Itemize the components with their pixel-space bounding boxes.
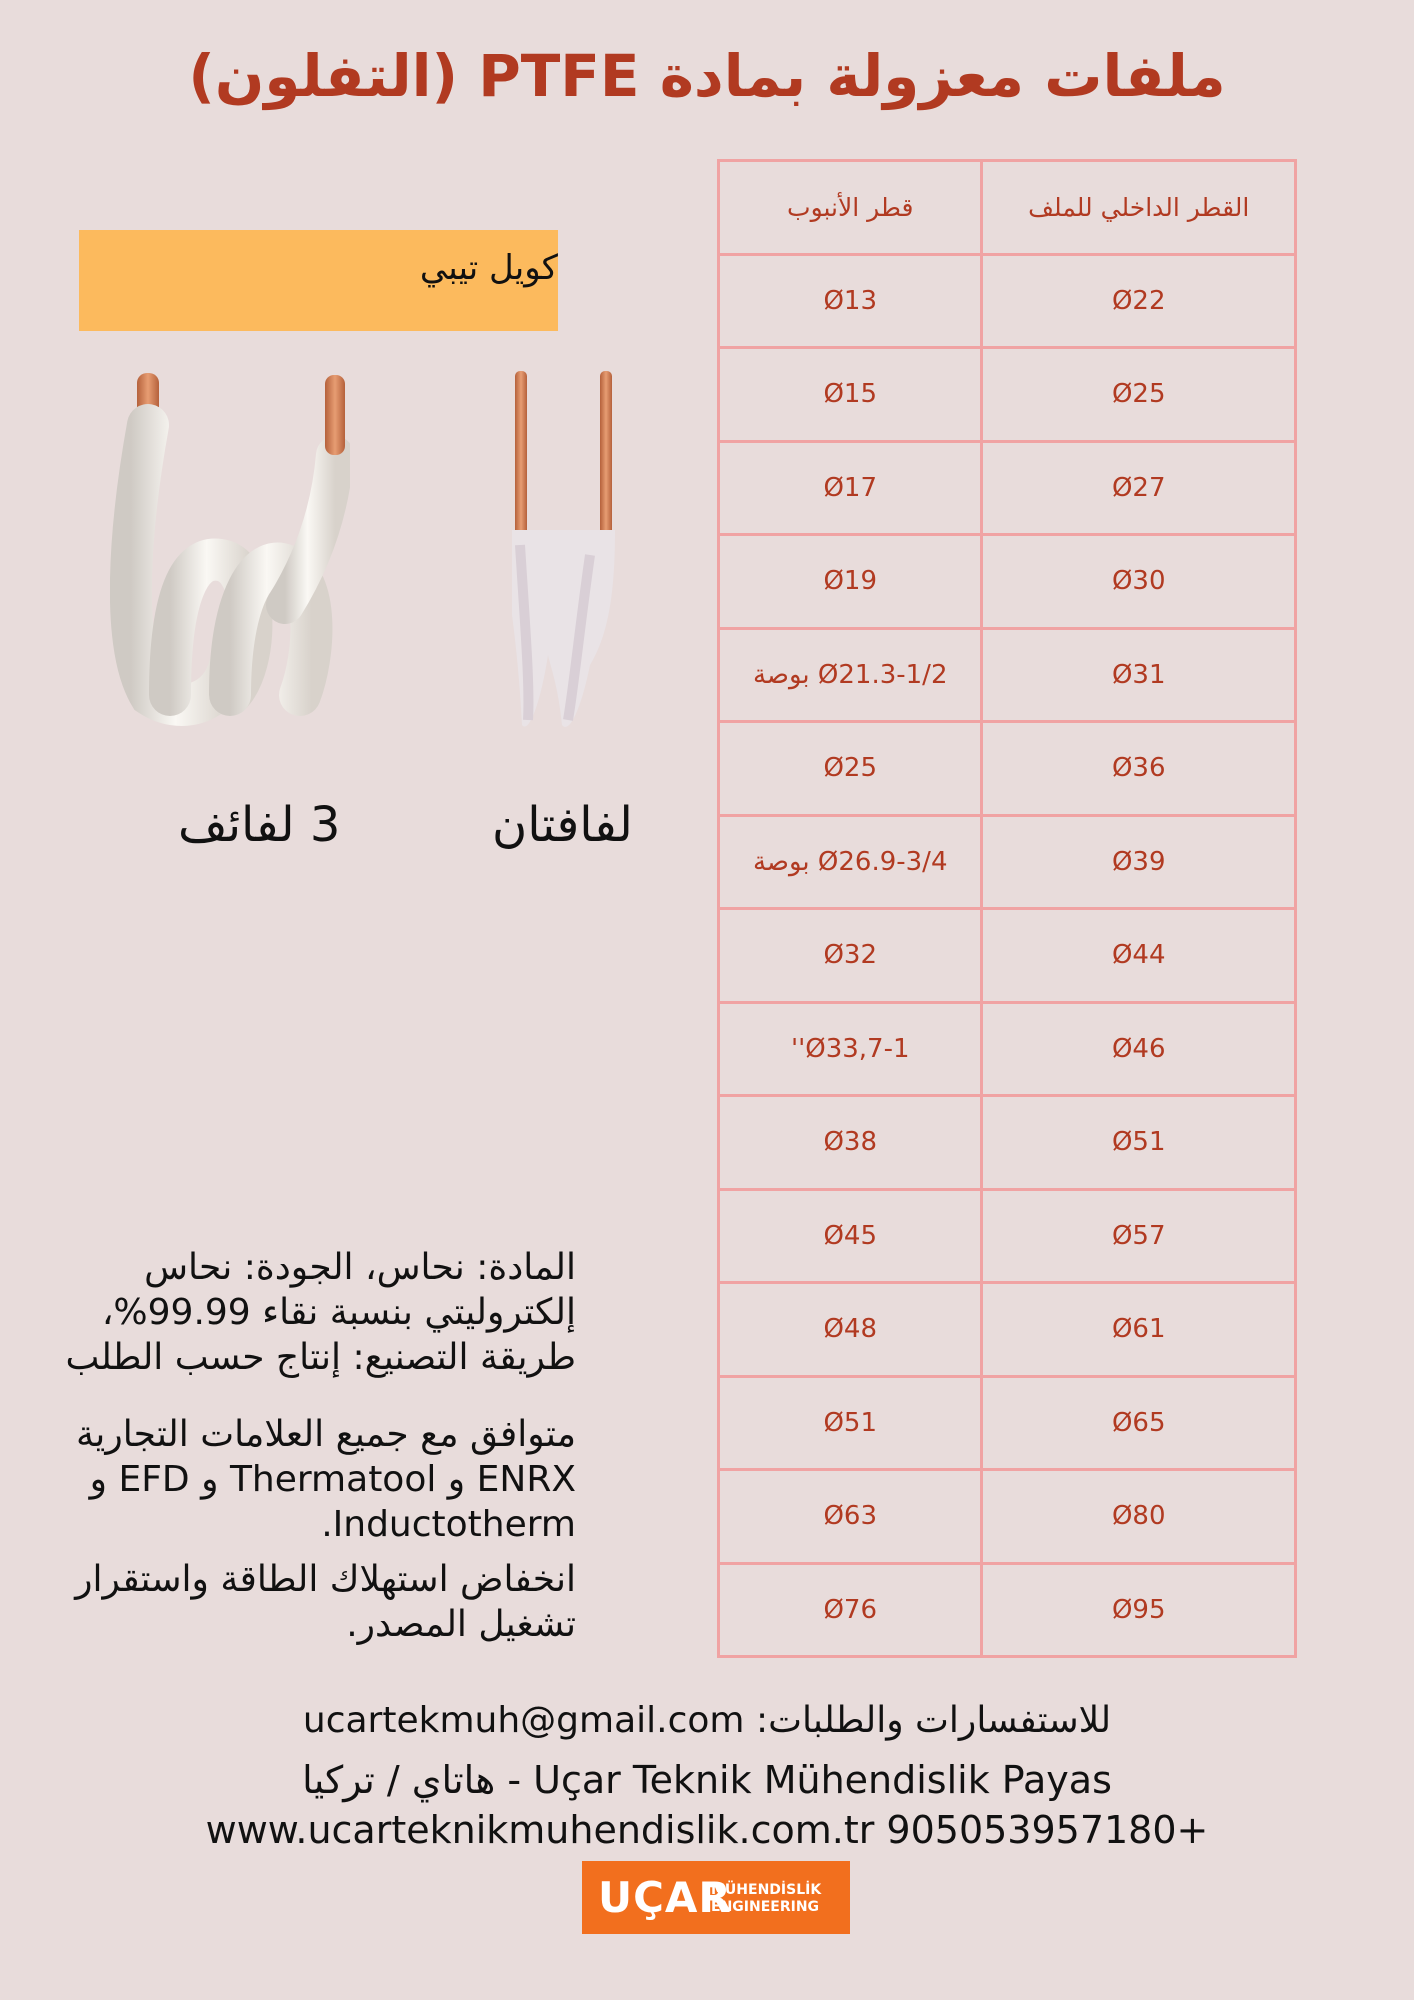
tube-diameter-cell: Ø26.9-3/4 بوصة [719,815,982,909]
tube-diameter-cell: Ø17 [719,441,982,535]
table-row [719,535,1296,629]
coil-inner-diameter-cell: Ø30 [982,535,1296,629]
tube-diameter-cell: Ø38 [719,1096,982,1190]
table-row [719,1470,1296,1564]
tube-diameter-cell: Ø19 [719,535,982,629]
tube-diameter-cell: Ø51 [719,1376,982,1470]
table-row [719,441,1296,535]
coil-inner-diameter-cell: Ø25 [982,348,1296,442]
company-logo [582,1861,850,1934]
product-tag-label: كويل تيبي [419,248,558,288]
table-row [719,348,1296,442]
table-row [719,1002,1296,1096]
tube-diameter-cell: Ø45 [719,1189,982,1283]
coil-inner-diameter-cell: Ø51 [982,1096,1296,1190]
compatibility-description: متوافق مع جميع العلامات التجارية ENRX و Thermatool و EFD و Inductotherm. [76,1414,576,1545]
table-row [719,815,1296,909]
logo-sub-text-1: MÜHENDİSLİK [711,1882,822,1898]
coil-inner-diameter-cell: Ø61 [982,1283,1296,1377]
table-row [719,1096,1296,1190]
coil-inner-diameter-cell: Ø65 [982,1376,1296,1470]
tube-diameter-cell: Ø25 [719,722,982,816]
table-header-row [719,161,1296,255]
coil-inner-diameter-cell: Ø80 [982,1470,1296,1564]
table-row [719,1283,1296,1377]
tube-diameter-cell: Ø15 [719,348,982,442]
tube-diameter-cell: Ø33,7-1'' [719,1002,982,1096]
coil-inner-diameter-cell: Ø57 [982,1189,1296,1283]
three-turn-coil-image [110,365,350,735]
table-row [719,722,1296,816]
table-row [719,1376,1296,1470]
coil-inner-diameter-cell: Ø46 [982,1002,1296,1096]
tube-diameter-cell: Ø48 [719,1283,982,1377]
contact-email-line: للاستفسارات والطلبات: ucartekmuh@gmail.com [302,1700,1112,1741]
tube-diameter-cell: Ø76 [719,1563,982,1657]
coil-inner-diameter-cell: Ø22 [982,254,1296,348]
table-row [719,254,1296,348]
tube-diameter-cell: Ø63 [719,1470,982,1564]
table-body [719,254,1296,1657]
coil-inner-diameter-cell: Ø31 [982,628,1296,722]
coil-inner-diameter-cell: Ø39 [982,815,1296,909]
two-turns-label: لفافتان [492,797,633,853]
tube-diameter-cell: Ø13 [719,254,982,348]
two-turn-coil-image [490,365,640,740]
table-row [719,909,1296,1003]
table-row [719,1189,1296,1283]
tube-diameter-cell: Ø21.3-1/2 بوصة [719,628,982,722]
tube-diameter-cell: Ø32 [719,909,982,1003]
table-row [719,628,1296,722]
coil-inner-diameter-cell: Ø95 [982,1563,1296,1657]
three-turns-label: 3 لفائف [178,797,341,853]
website-phone-line: www.ucarteknikmuhendislik.com.tr 905053957180+ [205,1808,1209,1852]
spec-table [717,159,1297,1658]
table-row [719,1563,1296,1657]
company-address-line: Uçar Teknik Mühendislik Payas - هاتاي / تركيا [302,1758,1112,1802]
page-title: ملفات معزولة بمادة PTFE (التفلون) [188,42,1226,110]
coil-inner-diameter-cell: Ø44 [982,909,1296,1003]
logo-main-text: UÇAR [598,1873,732,1922]
header-tube-diameter: قطر الأنبوب [719,161,982,255]
coil-inner-diameter-cell: Ø27 [982,441,1296,535]
header-coil-inner-diameter: القطر الداخلي للملف [982,161,1296,255]
material-description: المادة: نحاس، الجودة: نحاس إلكتروليتي بنسبة نقاء 99.99%، طريقة التصنيع: إنتاج حسب الطلب [65,1247,576,1378]
logo-sub-text-2: ENGINEERING [711,1899,820,1915]
product-tag [79,230,558,331]
coil-inner-diameter-cell: Ø36 [982,722,1296,816]
energy-description: انخفاض استهلاك الطاقة واستقرار تشغيل المصدر. [75,1559,576,1645]
